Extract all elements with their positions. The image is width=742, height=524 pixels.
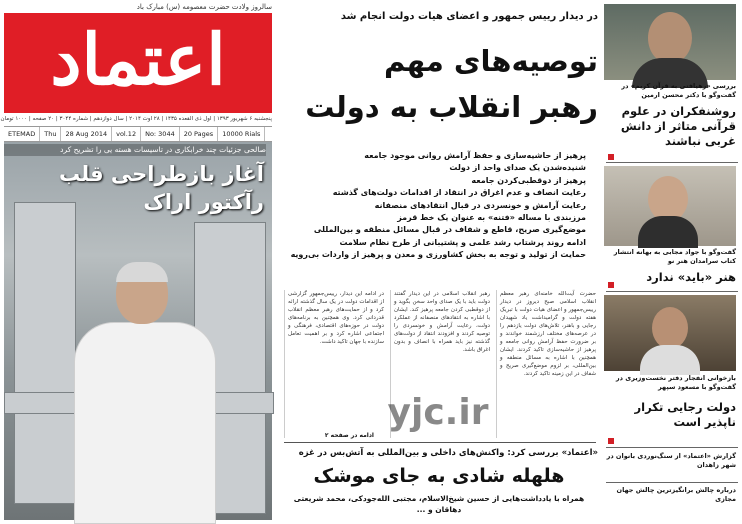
divider	[606, 482, 738, 483]
bottom-story-headline[interactable]: هلهله شادی به جای موشک	[313, 465, 565, 487]
portrait-body	[638, 216, 698, 248]
story-3-photo[interactable]	[604, 295, 736, 371]
list-item: پرهیز از دوقطبی‌کردن جامعه	[471, 175, 586, 185]
lab-coat	[74, 322, 216, 524]
red-marker	[608, 282, 614, 288]
issue-info-date: 28 Aug 2014	[61, 127, 112, 141]
list-item: پرهیز از حاشیه‌سازی و حفظ آرامش روانی موجود جامعه	[364, 151, 586, 160]
divider	[606, 447, 738, 448]
list-item: حمایت از تولید و توجه به بخش کشاورزی و معدن و پرهیز از واردات بی‌رویه	[290, 250, 586, 260]
list-item: مرزبندی با مساله «فتنه» به عنوان یک خط قرمز	[397, 213, 586, 223]
list-item: شنیده‌شدن یک صدای واحد از دولت	[449, 163, 586, 173]
list-item: موضع‌گیری صریح، قاطع و شفاف در قبال مسائل منطقه و بین‌المللی	[313, 225, 586, 235]
lead-photo-kicker: صالحی جزئیات چند خرابکاری در تاسیسات هسته یی را تشریح کرد	[4, 144, 266, 156]
story-1-photo[interactable]	[604, 4, 736, 80]
continued-link[interactable]: ادامه در صفحه ۲	[324, 432, 374, 439]
person-figure	[74, 262, 214, 522]
bottom-story-sub: همراه با یادداشت‌هایی از حسین شیخ‌الاسلام، مجتبی الله‌جودکی، محمد شریعتی دهاقان و ...	[293, 494, 585, 514]
issue-info-name: ETEMAD	[4, 127, 40, 141]
divider	[606, 291, 738, 292]
red-marker	[608, 438, 614, 444]
list-item: ادامه روند پرشتاب رشد علمی و پشتیبانی از طرح نظام سلامت	[339, 237, 586, 247]
story-2-photo[interactable]	[604, 166, 736, 246]
logo-text: اعتماد	[50, 18, 226, 101]
list-item: رعایت آرامش و خونسردی در قبال انتقادهای منصفانه	[374, 200, 586, 210]
masthead-top-line: سالروز ولادت حضرت معصومه (س) مبارک باد	[136, 3, 272, 11]
brief-1[interactable]: گزارش «اعتماد» از سنگ‌نوردی بانوان در شهر زاهدان	[606, 452, 736, 469]
side-column	[604, 0, 742, 523]
portrait-head	[652, 307, 688, 349]
portrait-body	[640, 345, 700, 375]
main-kicker: در دیدار رییس جمهور و اعضای هیات دولت انجام شد	[340, 11, 598, 22]
story-2-kicker: گفت‌وگو با جواد مجابی به بهانه انتشار کتاب سرامدان هنر نو	[613, 248, 736, 265]
main-bullet-list	[286, 150, 586, 262]
masthead-column	[0, 0, 276, 523]
main-headline-line-2: رهبر انقلاب به دولت	[305, 90, 598, 124]
story-3-title[interactable]: دولت رجایی تکرار ناپذیر است	[634, 400, 736, 429]
list-item: رعایت انصاف و عدم اغراق در انتقاد از اقدامات دولت‌های گذشته	[332, 188, 586, 198]
date-line: پنجشنبه ۶ شهریور ۱۳۹۳ | اول ذی القعده ۱۴۳۵ | ۲۸ اوت ۲۰۱۴ | سال دوازدهم | شماره ۳۰۴۴ | ۲۰ صفحه | ۱۰۰۰ تومان	[0, 116, 272, 122]
bottom-story-kicker: «اعتماد» بررسی کرد: واکنش‌های داخلی و بین‌المللی به آتش‌بس در غزه	[298, 448, 598, 458]
newspaper-logo[interactable]	[4, 13, 272, 113]
portrait-head	[648, 12, 692, 64]
divider	[606, 162, 738, 163]
brief-2[interactable]: درباره چالش برانگیزترین چالش جهان مجازی	[616, 486, 736, 503]
body-column: در ادامه این دیدار، رییس‌جمهور گزارشی از اقدامات دولت در یک سال گذشته ارائه کرد و از حمایت‌های رهبر معظم انقلاب قدردانی کرد. وی همچنین به برنامه‌های دولت در حوزه‌های اقتصادی، فرهنگی و اجتماعی اشاره کرد و بر اهمیت تعامل سازنده با جهان تاکید داشت.	[284, 290, 384, 438]
issue-info-bar	[4, 126, 272, 142]
person-hair	[116, 262, 168, 282]
watermark-logo: yjc.ir	[387, 392, 489, 433]
issue-info-number: No: 3044	[141, 127, 180, 141]
issue-info-day: Thu	[40, 127, 61, 141]
main-story-column	[280, 0, 600, 523]
red-marker	[608, 154, 614, 160]
story-1-kicker: بررسی «رهیافتی به قرآن کریم» در گفت‌وگو با دکتر محسن ارمین	[621, 82, 736, 99]
story-1-title[interactable]: روشنفکران در علوم قرآنی متاثر از دانش غربی نباشند	[620, 104, 736, 148]
issue-info-volume: vol.12	[112, 127, 141, 141]
story-2-title[interactable]: هنر «باید» ندارد	[646, 270, 736, 284]
story-3-kicker: بازخوانی انفجار دفتر نخست‌وزیری در گفت‌وگو با مسعود سپهر	[615, 374, 736, 391]
lead-photo-title[interactable]: آغاز بازطراحی قلب رآکتور اراک	[59, 162, 264, 214]
main-headline-line-1: توصیه‌های مهم	[383, 44, 598, 78]
main-headline[interactable]	[280, 38, 598, 130]
divider	[284, 442, 596, 443]
issue-info-price: 10000 Rials	[218, 127, 265, 141]
body-column: رهبر انقلاب اسلامی در این دیدار گفتند دولت باید با یک صدای واحد سخن بگوید و از دوقطبی کردن جامعه پرهیز کند. ایشان با اشاره به انتقادهای منصفانه از عملکرد دولت، رعایت آرامش و خونسردی را توصیه کردند و افزودند انتقاد از دولت‌های گذشته نیز باید همراه با انصاف و بدون اغراق باشد.	[390, 290, 490, 438]
body-column: حضرت آیت‌الله خامنه‌ای رهبر معظم انقلاب اسلامی صبح دیروز در دیدار رییس‌جمهور و اعضای هیات دولت با تبریک هفته دولت و گرامیداشت یاد شهیدان رجایی و باهنر، تلاش‌های دولت یازدهم را در عرصه‌های مختلف ارزشمند خواندند و بر ضرورت حفظ آرامش روانی جامعه و پرهیز از حاشیه‌سازی تاکید کردند. ایشان همچنین با اشاره به مسائل منطقه و بین‌المللی، بر لزوم موضع‌گیری صریح و شفاف در این زمینه تاکید کردند.	[496, 290, 596, 438]
lead-photo[interactable]	[4, 142, 272, 520]
issue-info-pages: 20 Pages	[180, 127, 218, 141]
reactor-pipe	[14, 202, 76, 504]
